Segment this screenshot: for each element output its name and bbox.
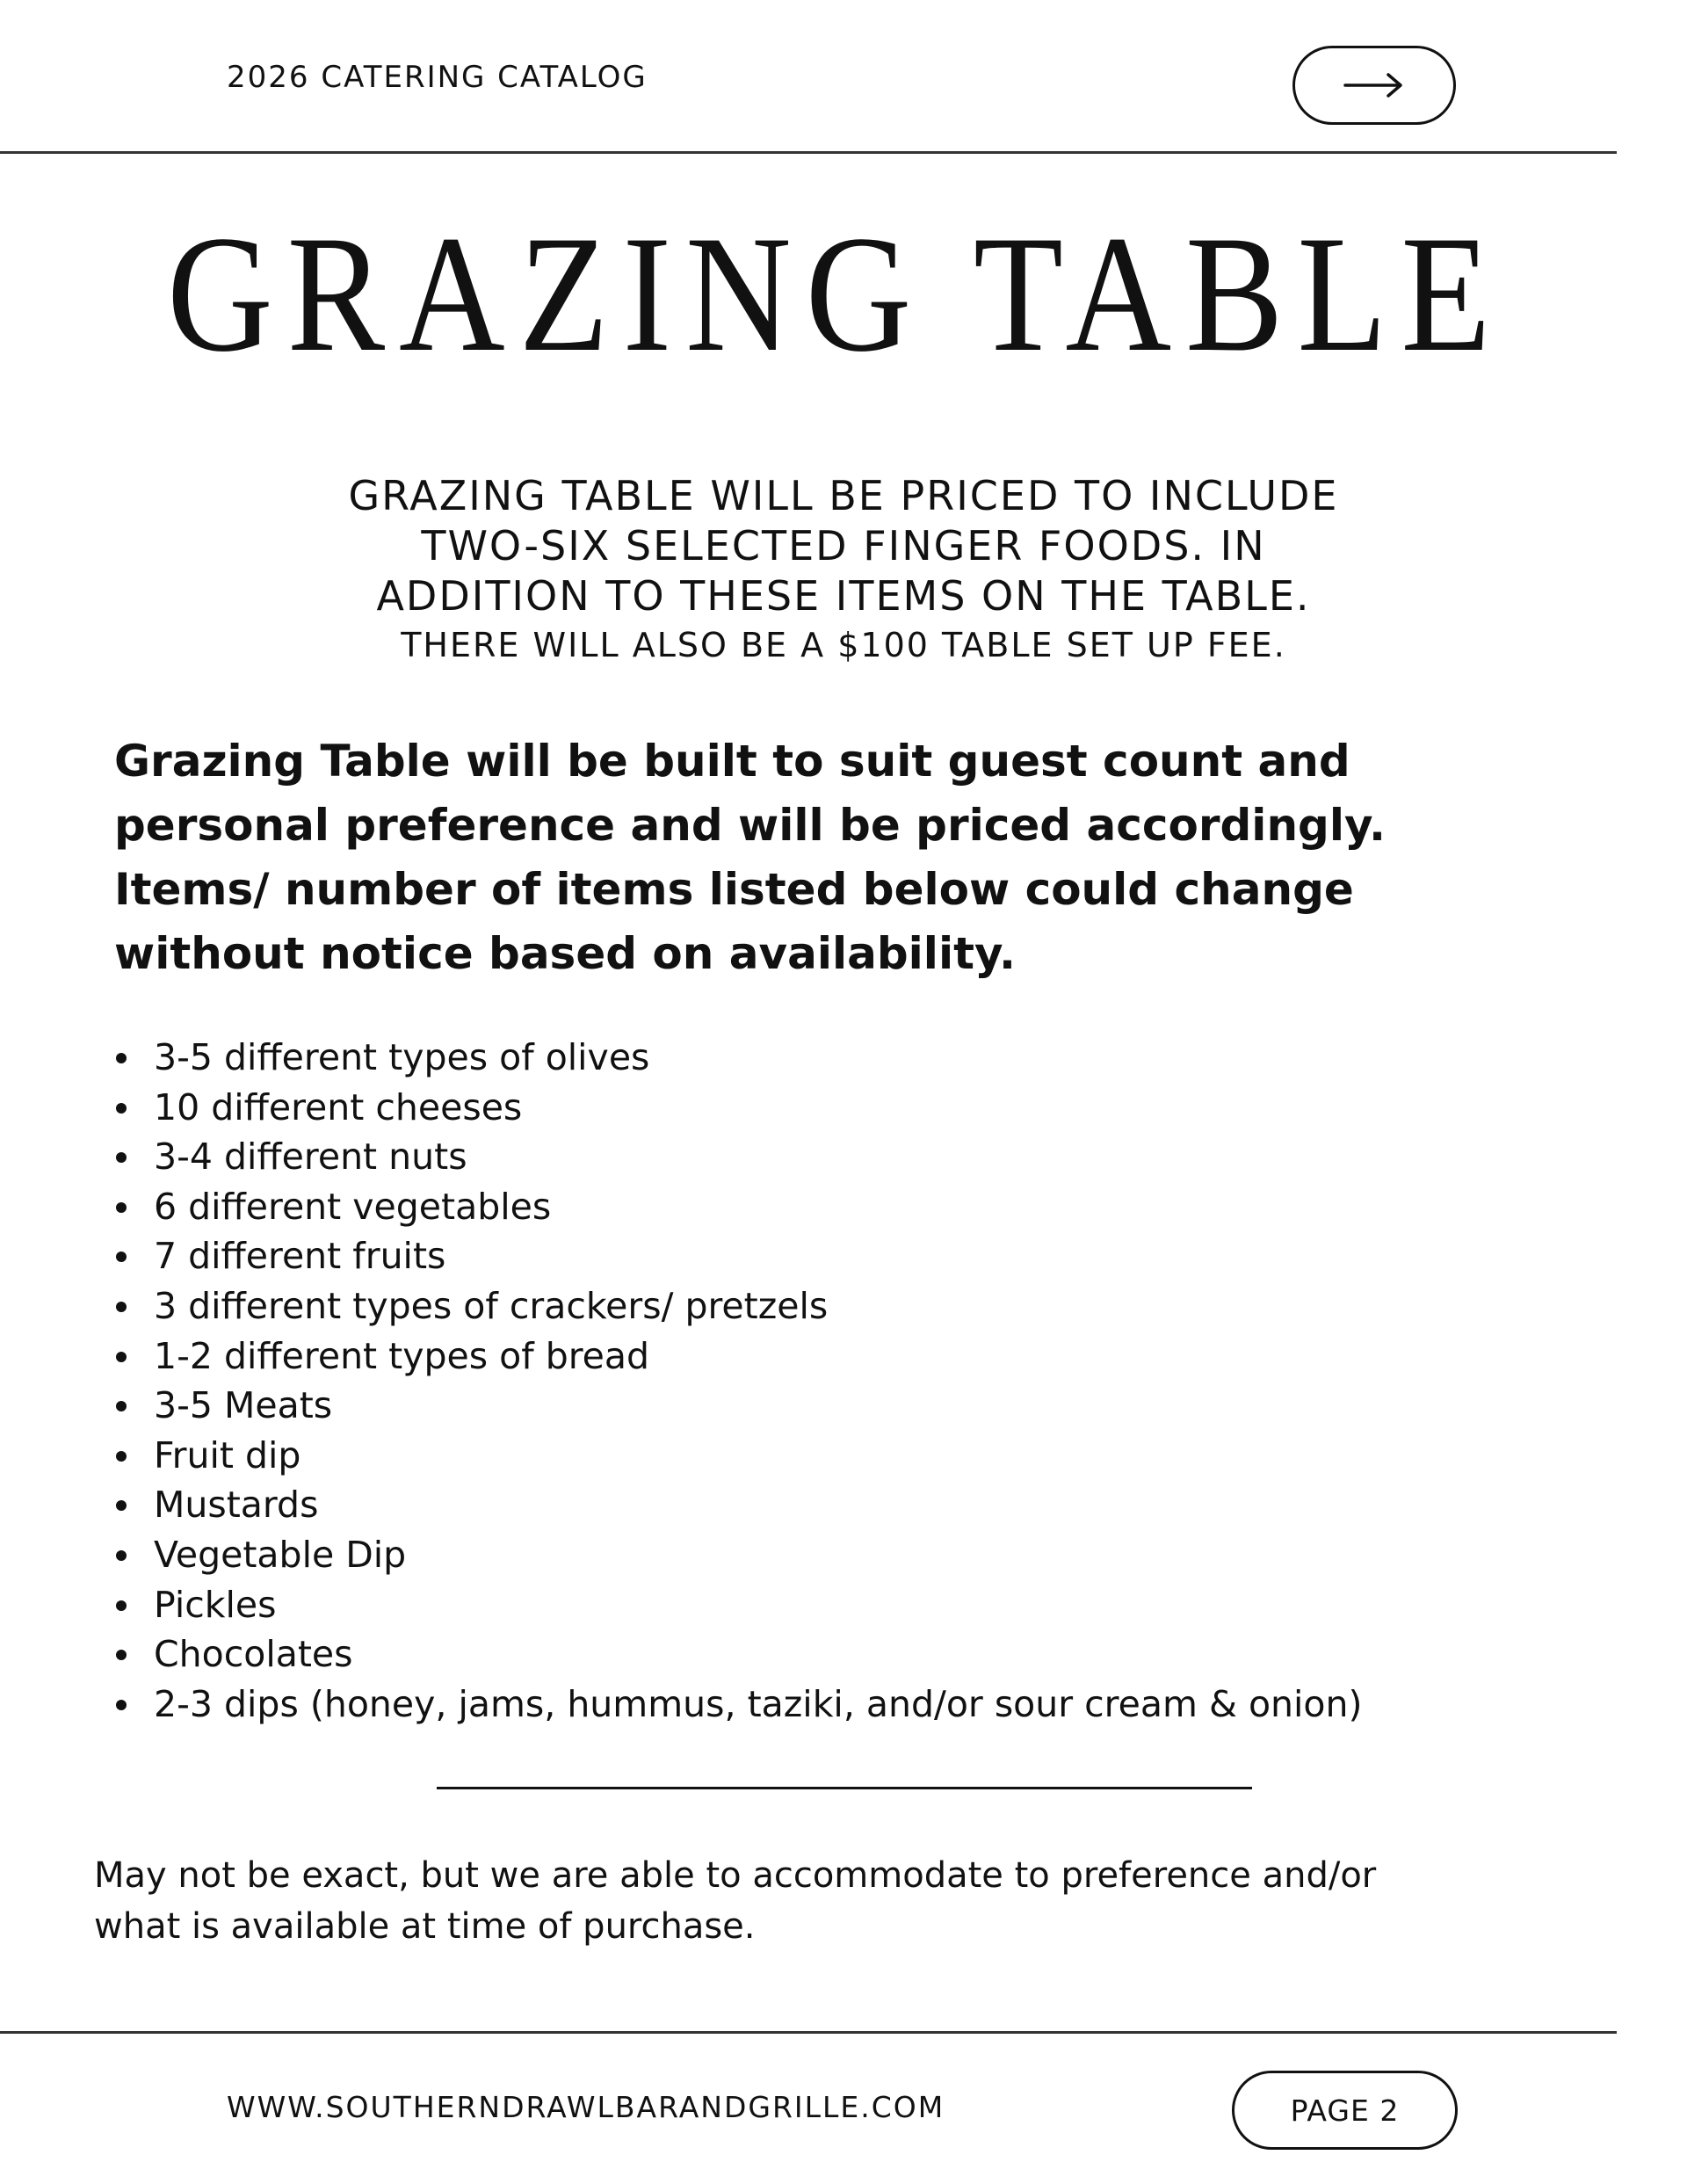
list-item: 3-4 different nuts xyxy=(114,1132,1362,1182)
footer-divider xyxy=(0,2031,1617,2034)
page-title: GRAZING TABLE xyxy=(167,202,1505,387)
section-divider xyxy=(437,1787,1252,1789)
header-divider xyxy=(0,151,1617,154)
note-line: May not be exact, but we are able to accommodate to preference and/or xyxy=(94,1855,1377,1896)
list-item: 6 different vegetables xyxy=(114,1182,1362,1232)
list-item: Mustards xyxy=(114,1480,1362,1530)
website-link[interactable]: WWW.SOUTHERNDRAWLBARANDGRILLE.COM xyxy=(227,2090,945,2124)
list-item: 3-5 different types of olives xyxy=(114,1033,1362,1083)
pricing-line: ADDITION TO THESE ITEMS ON THE TABLE. xyxy=(376,572,1311,620)
list-item: Fruit dip xyxy=(114,1431,1362,1481)
list-item: 3-5 Meats xyxy=(114,1381,1362,1431)
intro-line: without notice based on availability. xyxy=(114,928,1016,979)
list-item: 2-3 dips (honey, jams, hummus, taziki, and/or sour cream & onion) xyxy=(114,1680,1362,1730)
pricing-line: TWO-SIX SELECTED FINGER FOODS. IN xyxy=(421,522,1266,570)
pricing-info xyxy=(0,471,1687,669)
list-item: Vegetable Dip xyxy=(114,1530,1362,1580)
pricing-line: GRAZING TABLE WILL BE PRICED TO INCLUDE xyxy=(348,472,1339,519)
intro-paragraph xyxy=(114,729,1608,986)
item-list xyxy=(114,1033,1362,1729)
availability-note xyxy=(94,1850,1623,1952)
list-item: 3 different types of crackers/ pretzels xyxy=(114,1281,1362,1331)
note-line: what is available at time of purchase. xyxy=(94,1906,756,1947)
intro-line: Items/ number of items listed below could change xyxy=(114,864,1354,915)
intro-line: Grazing Table will be built to suit guest count and xyxy=(114,736,1350,787)
next-page-button[interactable] xyxy=(1292,46,1456,125)
list-item: 1-2 different types of bread xyxy=(114,1331,1362,1382)
setup-fee-line: THERE WILL ALSO BE A $100 TABLE SET UP FEE. xyxy=(401,626,1286,664)
page-number-label: PAGE 2 xyxy=(1290,2093,1400,2128)
list-item: Chocolates xyxy=(114,1629,1362,1680)
list-item: 7 different fruits xyxy=(114,1231,1362,1281)
catalog-label: 2026 CATERING CATALOG xyxy=(227,60,648,95)
arrow-right-icon xyxy=(1343,72,1405,98)
list-item: 10 different cheeses xyxy=(114,1083,1362,1133)
page-number-badge xyxy=(1232,2071,1458,2150)
list-item: Pickles xyxy=(114,1580,1362,1630)
intro-line: personal preference and will be priced accordingly. xyxy=(114,800,1386,851)
